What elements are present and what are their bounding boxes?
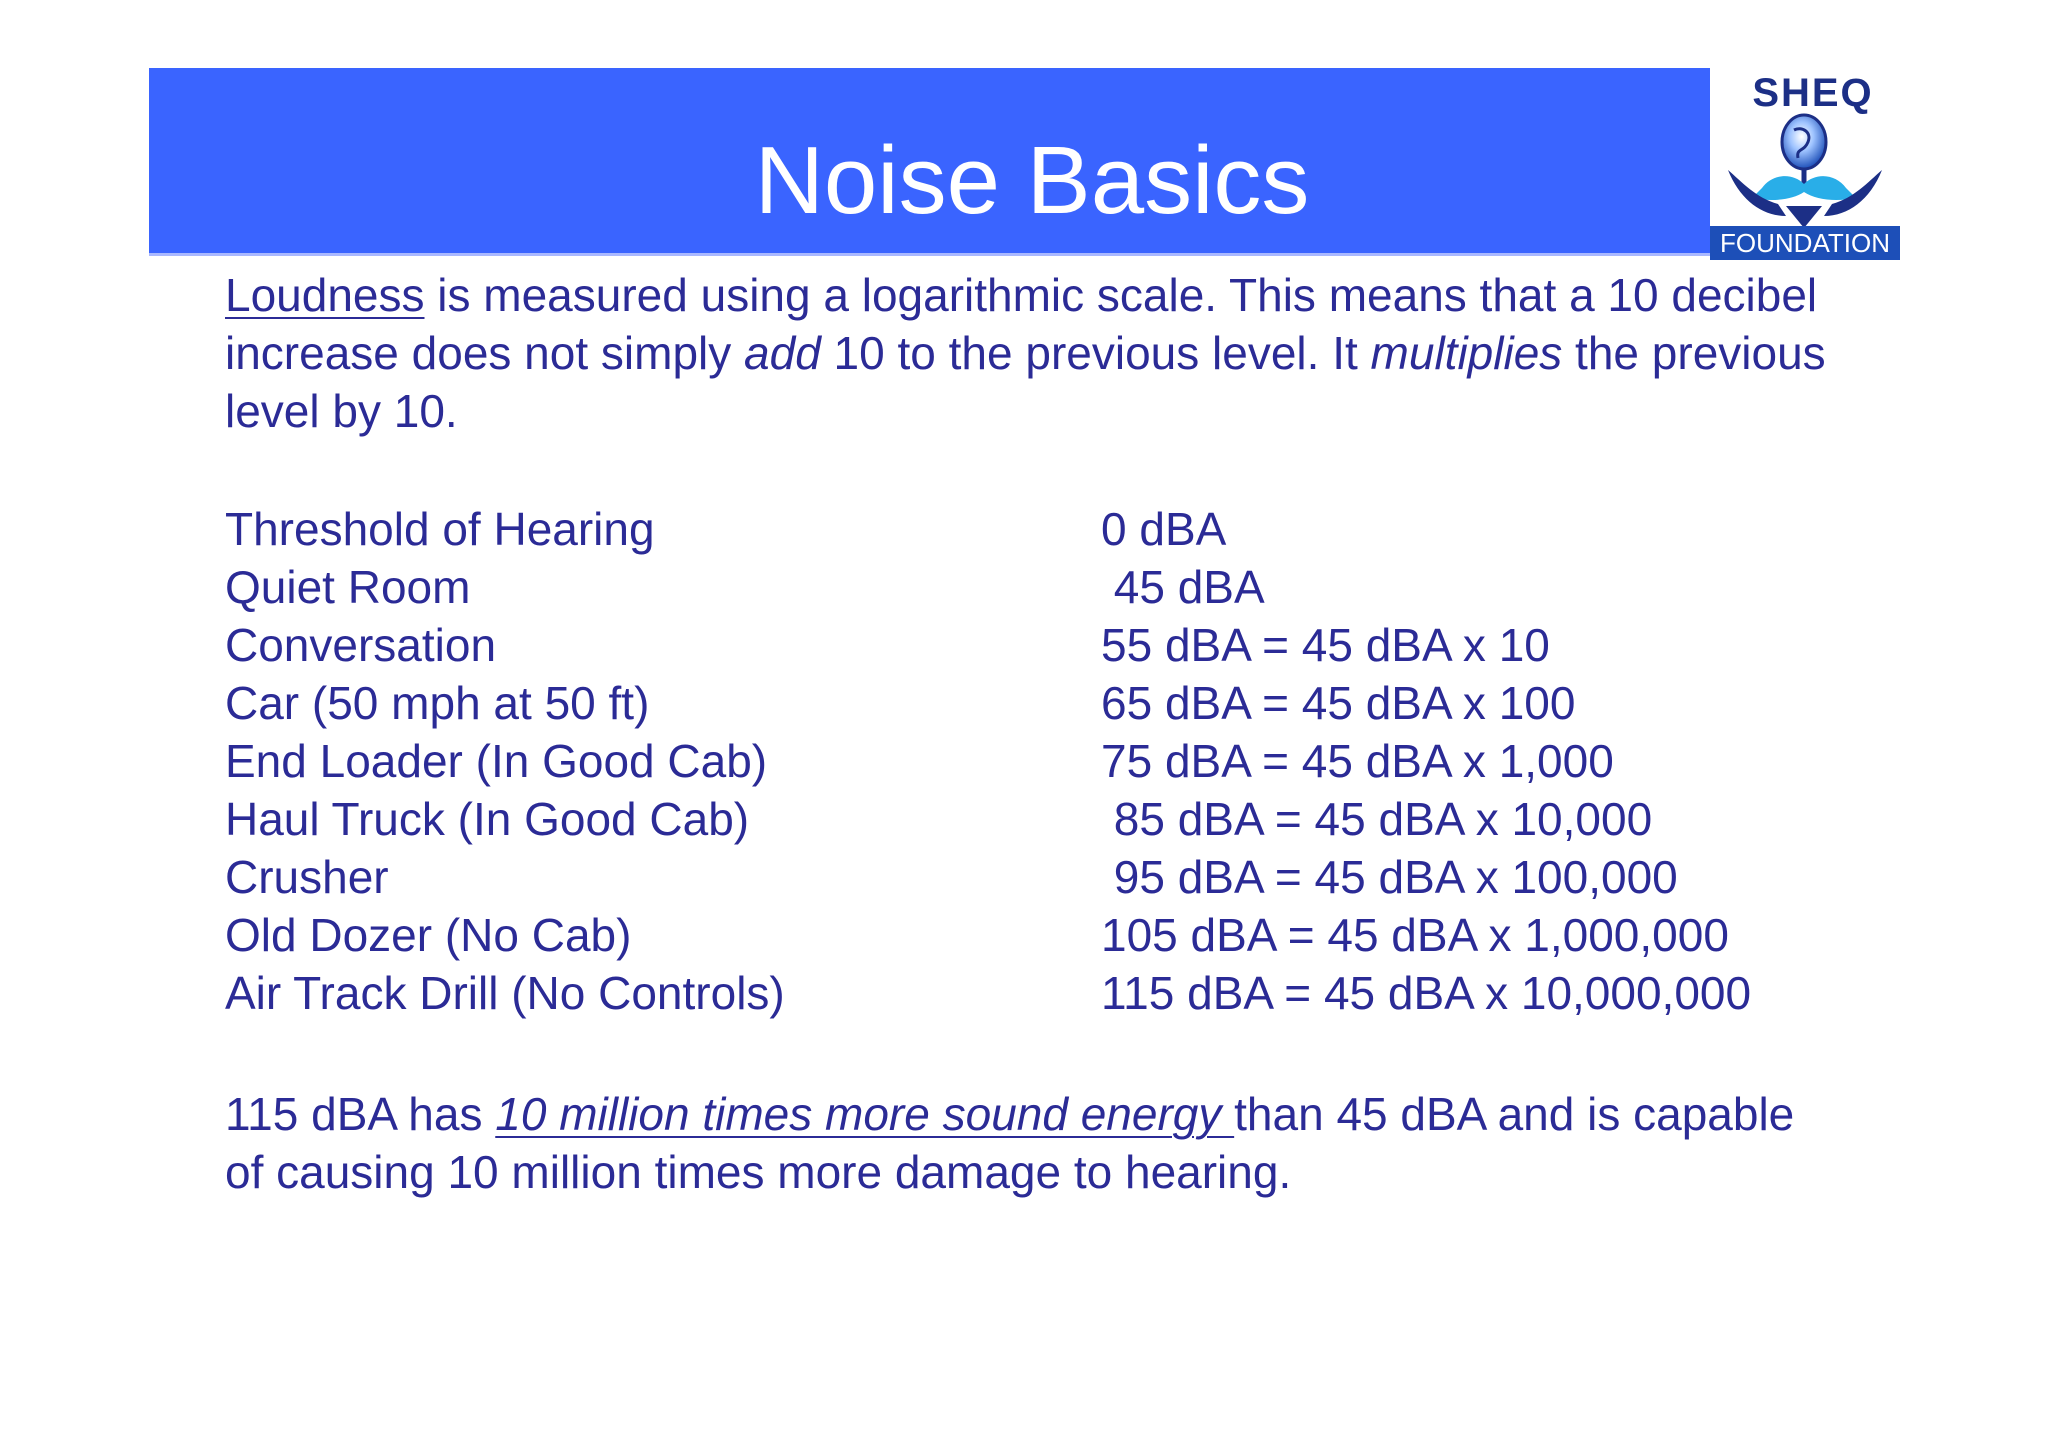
noise-level: 115 dBA = 45 dBA x 10,000,000 — [1101, 967, 1752, 1019]
intro-add-emphasis: add — [744, 327, 821, 379]
noise-level: 85 dBA = 45 dBA x 10,000 — [1101, 793, 1653, 845]
closing-section — [225, 1085, 1845, 1201]
noise-row — [225, 906, 1845, 964]
noise-source: End Loader (In Good Cab) — [225, 735, 768, 787]
noise-row — [225, 848, 1845, 906]
noise-source: Quiet Room — [225, 561, 471, 613]
noise-source: Threshold of Hearing — [225, 503, 655, 555]
sheq-foundation-logo — [1710, 68, 1900, 260]
noise-source: Old Dozer (No Cab) — [225, 909, 632, 961]
noise-level: 45 dBA — [1101, 561, 1265, 613]
intro-text-2: 10 to the previous level. It — [820, 327, 1371, 379]
noise-level: 105 dBA = 45 dBA x 1,000,000 — [1101, 909, 1729, 961]
noise-level: 65 dBA = 45 dBA x 100 — [1101, 677, 1576, 729]
closing-paragraph — [225, 1085, 1845, 1201]
closing-emphasis: 10 million times more sound energy — [495, 1088, 1235, 1140]
noise-source: Crusher — [225, 851, 389, 903]
noise-row — [225, 790, 1845, 848]
logo-sheq-text: SHEQ — [1752, 71, 1874, 115]
closing-text-2: than 45 dBA and is capable of causing 10 million times more damage to hearing. — [225, 1088, 1795, 1198]
closing-text-1: 115 dBA has — [225, 1088, 496, 1140]
noise-row — [225, 964, 1845, 1022]
slide-title-text: Noise Basics — [754, 127, 1310, 234]
noise-source: Haul Truck (In Good Cab) — [225, 793, 750, 845]
noise-level: 75 dBA = 45 dBA x 1,000 — [1101, 735, 1614, 787]
logo-foundation-text: FOUNDATION — [1710, 226, 1900, 260]
loudness-term: Loudness — [225, 269, 425, 321]
noise-level: 95 dBA = 45 dBA x 100,000 — [1101, 851, 1678, 903]
noise-source: Air Track Drill (No Controls) — [225, 967, 785, 1019]
noise-row — [225, 616, 1845, 674]
intro-text-3: the previous level by 10. — [225, 327, 1826, 437]
noise-level: 55 dBA = 45 dBA x 10 — [1101, 619, 1550, 671]
noise-row — [225, 732, 1845, 790]
noise-level: 0 dBA — [1101, 503, 1227, 555]
intro-multiplies-emphasis: multiplies — [1370, 327, 1563, 379]
noise-row — [225, 500, 1845, 558]
noise-row — [225, 558, 1845, 616]
intro-section — [225, 266, 1845, 440]
intro-paragraph — [225, 266, 1845, 440]
noise-source: Car (50 mph at 50 ft) — [225, 677, 650, 729]
noise-row — [225, 674, 1845, 732]
hands-globe-icon — [1722, 112, 1888, 230]
intro-text-1: is measured using a logarithmic scale. This means that a 10 decibel increase does not simply — [225, 269, 1818, 379]
noise-source: Conversation — [225, 619, 497, 671]
noise-levels-table — [225, 500, 1845, 1022]
